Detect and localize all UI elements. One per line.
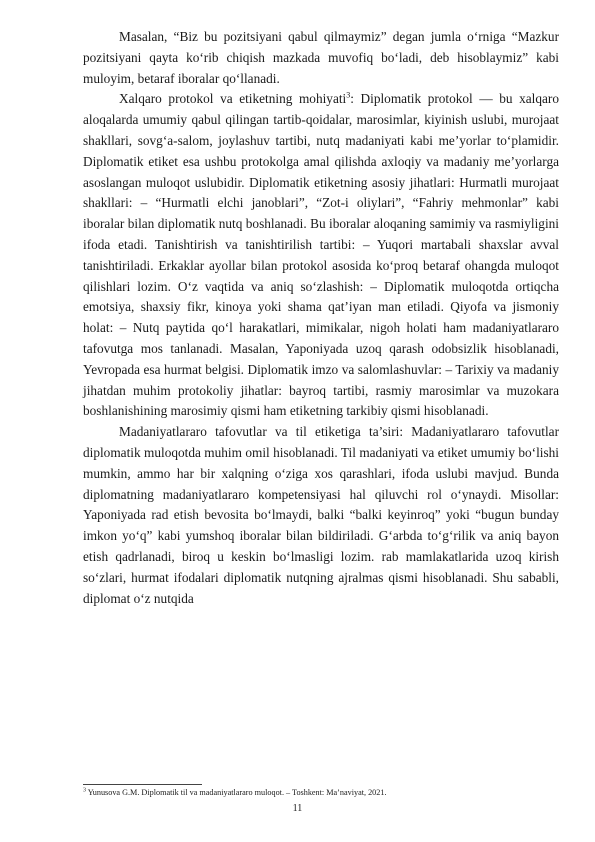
- footnote-text: Yunusova G.M. Diplomatik til va madaniyatlararo muloqot. – Toshkent: Ma’naviyat, 2021.: [87, 788, 387, 797]
- body-text: [83, 27, 559, 609]
- paragraph-1: Masalan, “Biz bu pozitsiyani qabul qilmaymiz” degan jumla o‘rniga “Mazkur pozitsiyani qayta ko‘rib chiqish mazkada muvofiq bo‘ladi, deb hisoblaymiz” kabi muloyim, betaraf iboralar qo‘llanadi.: [83, 29, 559, 86]
- footnote: [83, 788, 559, 798]
- paragraph-3: Madaniyatlararo tafovutlar va til etiketiga ta’siri: Madaniyatlararo tafovutlar diplomatik muloqotda muhim omil hisoblanadi. Til madaniyati va etiket umumiy bo‘lishi mumkin, ammo har bir xalqning o‘ziga xos qarashlari, ifoda uslubi mavjud. Bunda diplomatning madaniyatlararo kompetensiyasi hal qiluvchi rol o‘ynaydi. Misollar: Yaponiyada rad etish bevosita bo‘lmaydi, balki “balki keyinroq” yoki “bugun bunday imkon yo‘q” kabi yumshoq iboralar bilan bildiriladi. G‘arbda to‘g‘rilik va aniq bayon etish qadrlanadi, biroq u keskin bo‘lmasligi lozim. rab mamlakatlarida uzoq kirish so‘zlari, hurmat ifodalari diplomatik nutqning ajralmas qismi hisoblanadi. Shu sababli, diplomat o‘z nutqida: [83, 424, 559, 606]
- footnote-reference[interactable]: 3: [346, 90, 351, 100]
- footnote-number: 3: [83, 787, 86, 794]
- paragraph-2-body: : Diplomatik protokol — bu xalqaro aloqalarda umumiy qabul qilingan tartib-qoidalar, marosimlar, kiyinish uslubi, murojaat shakllari, sovg‘a-salom, joylashuv tartibi, nutq madaniyati kabi me’yorlar to‘plamidir. Diplomatik etiket esa ushbu protokolga amal qilishda axloqiy va madaniy me’yorlarga asoslangan muloqot uslubidir. Diplomatik etiketning asosiy jihatlari: Hurmatli murojaat shakllari: – “Hurmatli elchi janoblari”, “Zot-i oliylari”, “Fahriy mehmonlar” kabi iboralar bilan diplomatik nutq boshlanadi. Bu iboralar aloqaning samimiy va rasmiyligini ifoda etadi. Tanishtirish va tanishtirilish tartibi: – Yuqori martabali shaxslar avval tanishtiriladi. Erkaklar ayollar bilan protokol asosida ko‘proq betaraf ohangda muloqot qilishlari lozim. O‘z vaqtida va aniq so‘zlashish: – Diplomatik muloqotda ortiqcha emotsiya, shaxsiy fikr, kinoya yoki shama qat’iyan man etiladi. Qiyofa va jismoniy holat: – Nutq paytida qo‘l harakatlari, mimikalar, nigoh holati ham madaniyatlararo tafovutga mos tanlanadi. Masalan, Yaponiyada uzoq qarash odobsizlik hisoblanadi, Yevropada esa hurmat belgisi. Diplomatik imzo va salomlashuvlar: – Tarixiy va madaniy jihatdan muhim protokoliy jihatlar: bayroq tartibi, rasmiy marosimlar va muzokara boshlanishining marosimiy qismi ham etiketning tarkibiy qismi hisoblanadi.: [83, 91, 559, 419]
- page-number: 11: [292, 803, 303, 814]
- footnote-separator: [83, 784, 202, 785]
- paragraph-2: [83, 89, 559, 422]
- paragraph-2-heading: Xalqaro protokol va etiketning mohiyati: [119, 91, 347, 107]
